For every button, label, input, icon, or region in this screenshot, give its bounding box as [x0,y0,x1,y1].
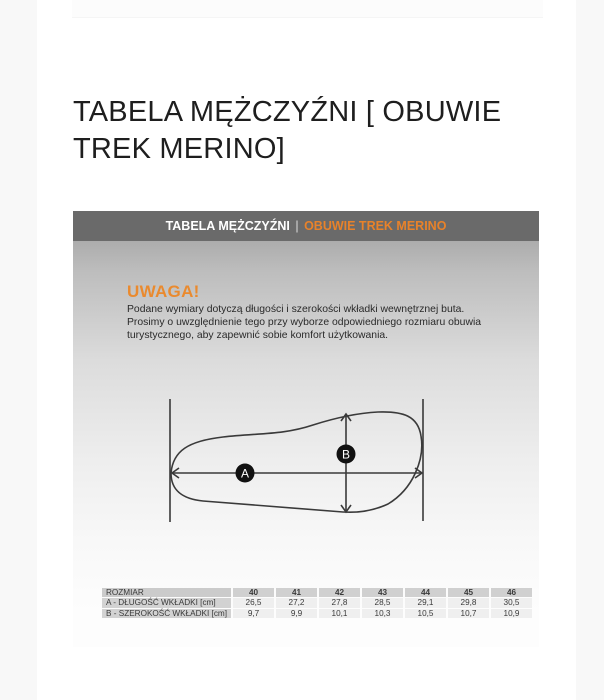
table-row-width [102,609,532,618]
table-cell: 10,1 [319,609,360,618]
table-cell: 29,8 [448,598,489,607]
table-cell: 10,5 [405,609,446,618]
table-cell: 41 [276,588,317,597]
warning-line: Prosimy o uwzględnienie tego przy wyborze odpowiedniego rozmiaru obuwia [127,316,482,328]
size-table [100,587,534,619]
row-label: A - DŁUGOŚĆ WKŁADKI [cm] [102,598,231,607]
table-cell: 10,9 [491,609,532,618]
table-cell: 43 [362,588,403,597]
table-cell: 40 [233,588,274,597]
svg-text:B: B [341,447,351,462]
table-cell: 44 [405,588,446,597]
chart-header-subtitle: OBUWIE TREK MERINO [304,219,447,233]
table-cell: 10,7 [448,609,489,618]
table-cell: 27,8 [319,598,360,607]
svg-text:A: A [240,466,250,481]
table-cell: 9,9 [276,609,317,618]
table-cell: 26,5 [233,598,274,607]
table-cell: 27,2 [276,598,317,607]
insole-diagram [73,211,539,647]
warning-line: turystycznego, aby zapewnić sobie komfort użytkowania. [127,329,389,341]
table-cell: 9,7 [233,609,274,618]
page-title: TABELA MĘŻCZYŹNI [ OBUWIE TREK MERINO] [73,96,502,165]
marker-b-icon [337,445,356,464]
row-label: ROZMIAR [102,588,231,597]
row-label: B - SZEROKOŚĆ WKŁADKI [cm] [102,609,231,618]
table-cell: 10,3 [362,609,403,618]
table-cell: 46 [491,588,532,597]
size-chart-image [73,211,539,647]
table-cell: 45 [448,588,489,597]
chart-header-separator: | [295,219,299,233]
warning-line: Podane wymiary dotyczą długości i szerokości wkładki wewnętrznej buta. [127,304,465,315]
insole-outline [171,412,422,512]
table-row-size [102,588,532,597]
previous-image-bottom-edge [72,0,543,18]
warning-title: UWAGA! [127,282,200,301]
table-cell: 28,5 [362,598,403,607]
marker-a-icon [236,464,255,483]
table-cell: 29,1 [405,598,446,607]
table-cell: 42 [319,588,360,597]
table-cell: 30,5 [491,598,532,607]
chart-header-title: TABELA MĘŻCZYŹNI [165,219,290,233]
table-row-length [102,598,532,607]
